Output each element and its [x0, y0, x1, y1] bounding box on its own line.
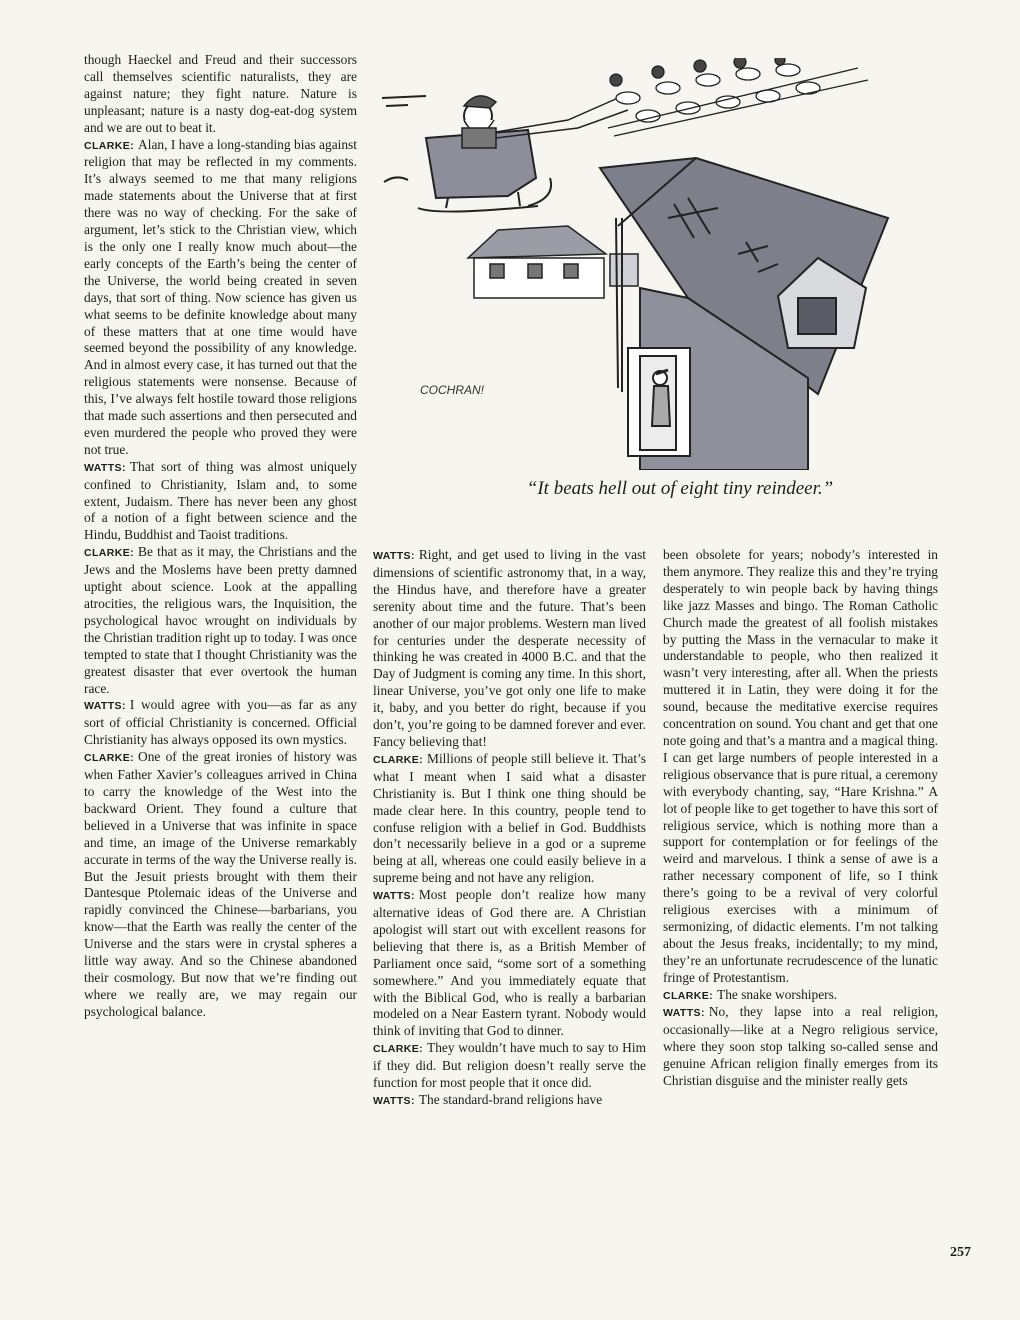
- paragraph-text: Millions of people still believe it. That’s what I meant when I said what a disaster Christianity is. But I think one thing should be made clear here. In this country, people tend to confuse religion with a belief in God. Buddhists don’t necessarily believe in a god or a supreme being at all, whereas one could easily believe in a supreme being and not have any religion.: [373, 750, 646, 886]
- speaker-label: WATTS:: [373, 550, 415, 562]
- paragraph-text: though Haeckel and Freud and their successors call themselves scientific naturalists, they are against nature; they fight nature. Nature is unpleasant; nature is a nasty dog-eat-dog system and we are out to beat it.: [84, 52, 357, 135]
- paragraph: [84, 544, 357, 697]
- speaker-label: WATTS:: [84, 461, 126, 474]
- paragraph-text: Right, and get used to living in the vast dimensions of scientific astronomy that, in a way, the Hindus have, and therefore have a greater serenity about time and the future. That’s been another of our major problems. Western man lived for centuries under the desperate necessity of thinking he was created in 4000 B.C. and that the Day of Judgment is coming any time. In this short, linear Universe, you’ve got only one life to make it, baby, and you better do right, because if you don’t, you’re going to be damned forever and ever. Fancy believing that!: [373, 547, 646, 749]
- paragraph-text: The snake worshipers.: [717, 986, 838, 1002]
- paragraph-text: One of the great ironies of history was when Father Xavier’s colleagues arrived in China to carry the knowledge of the West into the backward Orient. They found a culture that believed in a Universe that was infinite in space and time, an image of the Universe remarkably accurate in terms of the way the Universe really is. But the Jesuit priests brought with them their Dantesque Ptolemaic ideas of the Universe and rapidly convinced the Chinese—barbarians, you know—that the Earth was really the center of the Universe and the stars were in crystal spheres a little way away. And so the Chinese abandoned their cosmology. But now that we’re finding out where we really are, we may regain our psychological balance.: [84, 749, 357, 1019]
- paragraph: [84, 749, 357, 1021]
- paragraph: [84, 137, 357, 459]
- distant-house-drawing: [468, 226, 638, 298]
- paragraph-text: I would agree with you—as far as any sort of official Christianity is concerned. Official Christianity has always opposed its own mystics.: [84, 697, 357, 748]
- paragraph: [663, 987, 938, 1005]
- speed-lines: [382, 96, 426, 182]
- paragraph: [663, 547, 938, 987]
- paragraph: [373, 887, 646, 1040]
- paragraph: [373, 547, 646, 751]
- paragraph-text: They wouldn’t have much to say to Him if they did. But religion doesn’t really serve the function for most people that it once did.: [373, 1040, 646, 1091]
- column-right: [663, 547, 938, 1090]
- column-left: [84, 52, 357, 1021]
- paragraph-text: been obsolete for years; nobody’s interested in them anymore. They realize this and they’re trying desperately to win people back by having things like jazz Masses and bingo. The Roman Catholic Church made the greatest of all foolish mistakes by putting the Mass in the vernacular to make it understandable to people, who then realized it wasn’t very interesting, after all. When the priests muttered it in Latin, they were doing it for the sound, because the meditative exercise requires concentration on sound. You chant and get that one note going and that’s a mantra and a magical thing. I can get large numbers of people interested in a religious observance that is pure ritual, a ceremony with everybody chanting, say, “Hare Krishna.” A lot of people like to get together to have this sort of religious service, which is nothing more than a support for contemplation or for feelings of the weird and marvelous. I think a sense of awe is a rather necessary component of life, so I think there’s going to be a revival of very colorful religious exercises with a minimum of sermonizing, of didactic elements. I’m not talking about the Jesus freaks, incidentally; to my mind, they’re an unfortunate recrudescence of the lunatic fringe of Protestantism.: [663, 547, 938, 985]
- paragraph-text: That sort of thing was almost uniquely confined to Christianity, Islam and, to some extent, Judaism. There has never been any ghost of a notion of a fight between science and the Hindu, Buddhist and Taoist traditions.: [84, 458, 357, 543]
- paragraph: [84, 52, 357, 137]
- column-middle: [373, 547, 646, 1110]
- paragraph: [84, 697, 357, 749]
- speaker-label: CLARKE:: [84, 139, 135, 152]
- speaker-label: CLARKE:: [663, 989, 714, 1002]
- paragraph-text: Be that as it may, the Christians and the Jews and the Moslems have been pretty damned uptight about science. Look at the appalling atrocities, the religious wars, the Inquisition, the psychological havoc wrought on individuals by the Christian tradition right up to today. I was once tempted to state that I thought Christianity was the greatest disaster that ever overtook the human race.: [84, 544, 357, 696]
- speaker-label: WATTS:: [373, 890, 415, 903]
- main-house-drawing: [600, 158, 888, 470]
- paragraph-text: Most people don’t realize how many alternative ideas of God there are. A Christian apologist will start out with excellent reasons for believing that there is, as a British Member of Parliament once said, “some sort of a something somewhere.” And you immediately equate that with the Biblical God, who is really a barbarian modeled on a Near Eastern tyrant. Nobody would think of inviting that God to dinner.: [373, 887, 646, 1039]
- paragraph-text: The standard-brand religions have: [418, 1092, 603, 1107]
- speaker-label: WATTS:: [663, 1007, 705, 1020]
- paragraph: [373, 1040, 646, 1092]
- cartoonist-signature: COCHRAN!: [420, 383, 485, 397]
- paragraph-text: No, they lapse into a real religion, occasionally—like at a Negro religious service, where they soon stop talking so-called sense and genuine African religion finally emerges from its Christian disguise and the minister really gets: [663, 1004, 938, 1089]
- paragraph-text: Alan, I have a long-standing bias against religion that may be reflected in my comments. It’s always seemed to me that many religions made statements about the Universe that at first there was no way of checking. For the sake of argument, let’s stick to the Christian view, which is the only one I really know much about—the early concepts of the Earth’s being the center of the Universe, the world being created in seven days, that sort of thing. Now science has given us what seems to be definite knowledge about many of these matters that at one time would have seemed beyond the possibility of any knowledge. And in almost every case, it has turned out that the religious statements were nonsense. Because of this, I’ve always felt hostile toward those religions that made such assertions and then persecuted and even murdered the people who proved they were not true.: [84, 136, 357, 457]
- cartoon-caption: “It beats hell out of eight tiny reindeer.”: [526, 478, 834, 499]
- speaker-label: WATTS:: [84, 700, 126, 713]
- sleigh-drawing: [418, 96, 628, 212]
- paragraph: [663, 1004, 938, 1090]
- cartoon-illustration: [378, 58, 950, 470]
- speaker-label: CLARKE:: [373, 1043, 424, 1056]
- flying-dancers-drawing: [608, 58, 868, 136]
- speaker-label: CLARKE:: [84, 547, 135, 560]
- speaker-label: WATTS:: [373, 1095, 415, 1107]
- page-number: 257: [950, 1245, 971, 1260]
- paragraph: [84, 459, 357, 545]
- paragraph: [373, 1092, 646, 1110]
- paragraph: [373, 751, 646, 887]
- speaker-label: CLARKE:: [373, 753, 424, 766]
- speaker-label: CLARKE:: [84, 752, 135, 765]
